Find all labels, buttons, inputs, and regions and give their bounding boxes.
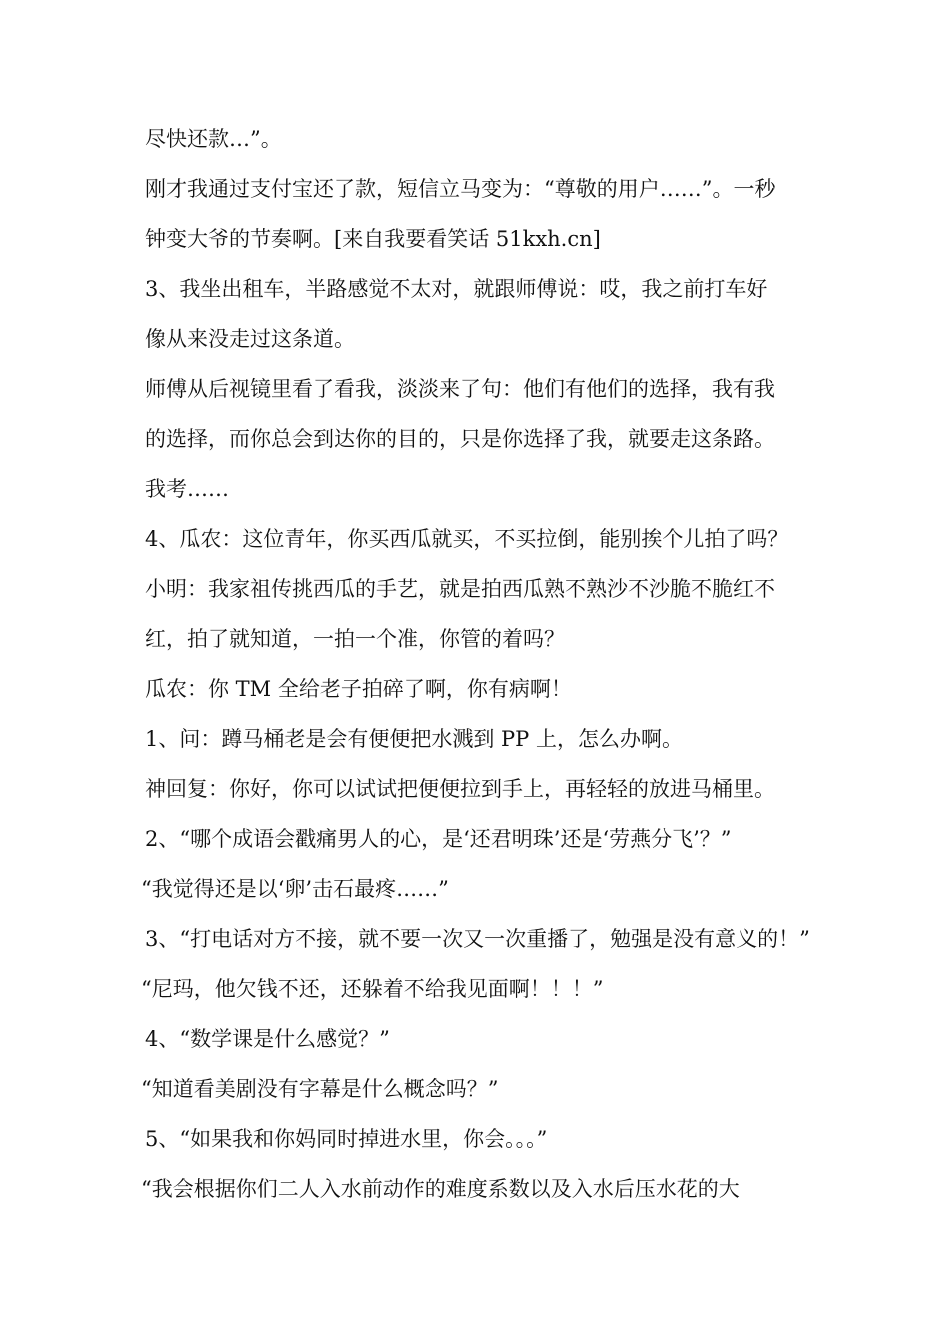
text-line: 红，拍了就知道，一拍一个准，你管的着吗？ bbox=[145, 627, 565, 651]
text-line: 1、问：蹲马桶老是会有便便把水溅到 PP 上，怎么办啊。 bbox=[145, 727, 683, 751]
text-line: 小明：我家祖传挑西瓜的手艺，就是拍西瓜熟不熟沙不沙脆不脆红不 bbox=[145, 577, 775, 601]
text-line: “尼玛，他欠钱不还，还躲着不给我见面啊！！！” bbox=[141, 977, 604, 1001]
text-line: 刚才我通过支付宝还了款，短信立马变为：“尊敬的用户……”。一秒 bbox=[145, 177, 776, 201]
text-line: 3、“打电话对方不接，就不要一次又一次重播了，勉强是没有意义的！” bbox=[145, 927, 810, 951]
text-line: 尽快还款…”。 bbox=[145, 127, 282, 151]
text-line: “知道看美剧没有字幕是什么概念吗？” bbox=[141, 1077, 499, 1101]
text-line: 师傅从后视镜里看了看我，淡淡来了句：他们有他们的选择，我有我 bbox=[145, 377, 775, 401]
text-line: 3、我坐出租车，半路感觉不太对，就跟师傅说：哎，我之前打车好 bbox=[145, 277, 768, 301]
document-body bbox=[141, 114, 810, 1214]
text-line: “我觉得还是以‘卵’击石最疼……” bbox=[141, 877, 449, 901]
text-line: “我会根据你们二人入水前动作的难度系数以及入水后压水花的大 bbox=[141, 1177, 740, 1201]
text-line: 神回复：你好，你可以试试把便便拉到手上，再轻轻的放进马桶里。 bbox=[145, 777, 775, 801]
text-line: 像从来没走过这条道。 bbox=[145, 327, 355, 351]
text-line: 的选择，而你总会到达你的目的，只是你选择了我，就要走这条路。 bbox=[145, 427, 775, 451]
text-line: 4、“数学课是什么感觉？” bbox=[145, 1027, 390, 1051]
text-line: 瓜农：你 TM 全给老子拍碎了啊，你有病啊！ bbox=[145, 677, 572, 701]
text-line: 我考…… bbox=[145, 477, 229, 501]
text-line: 5、“如果我和你妈同时掉进水里，你会。。。” bbox=[145, 1127, 548, 1151]
text-line: 2、“哪个成语会戳痛男人的心，是‘还君明珠’还是‘劳燕分飞’？” bbox=[145, 827, 732, 851]
text-line: 钟变大爷的节奏啊。[来自我要看笑话 51kxh.cn] bbox=[145, 227, 601, 251]
text-line: 4、瓜农：这位青年，你买西瓜就买，不买拉倒，能别挨个儿拍了吗？ bbox=[145, 527, 789, 551]
